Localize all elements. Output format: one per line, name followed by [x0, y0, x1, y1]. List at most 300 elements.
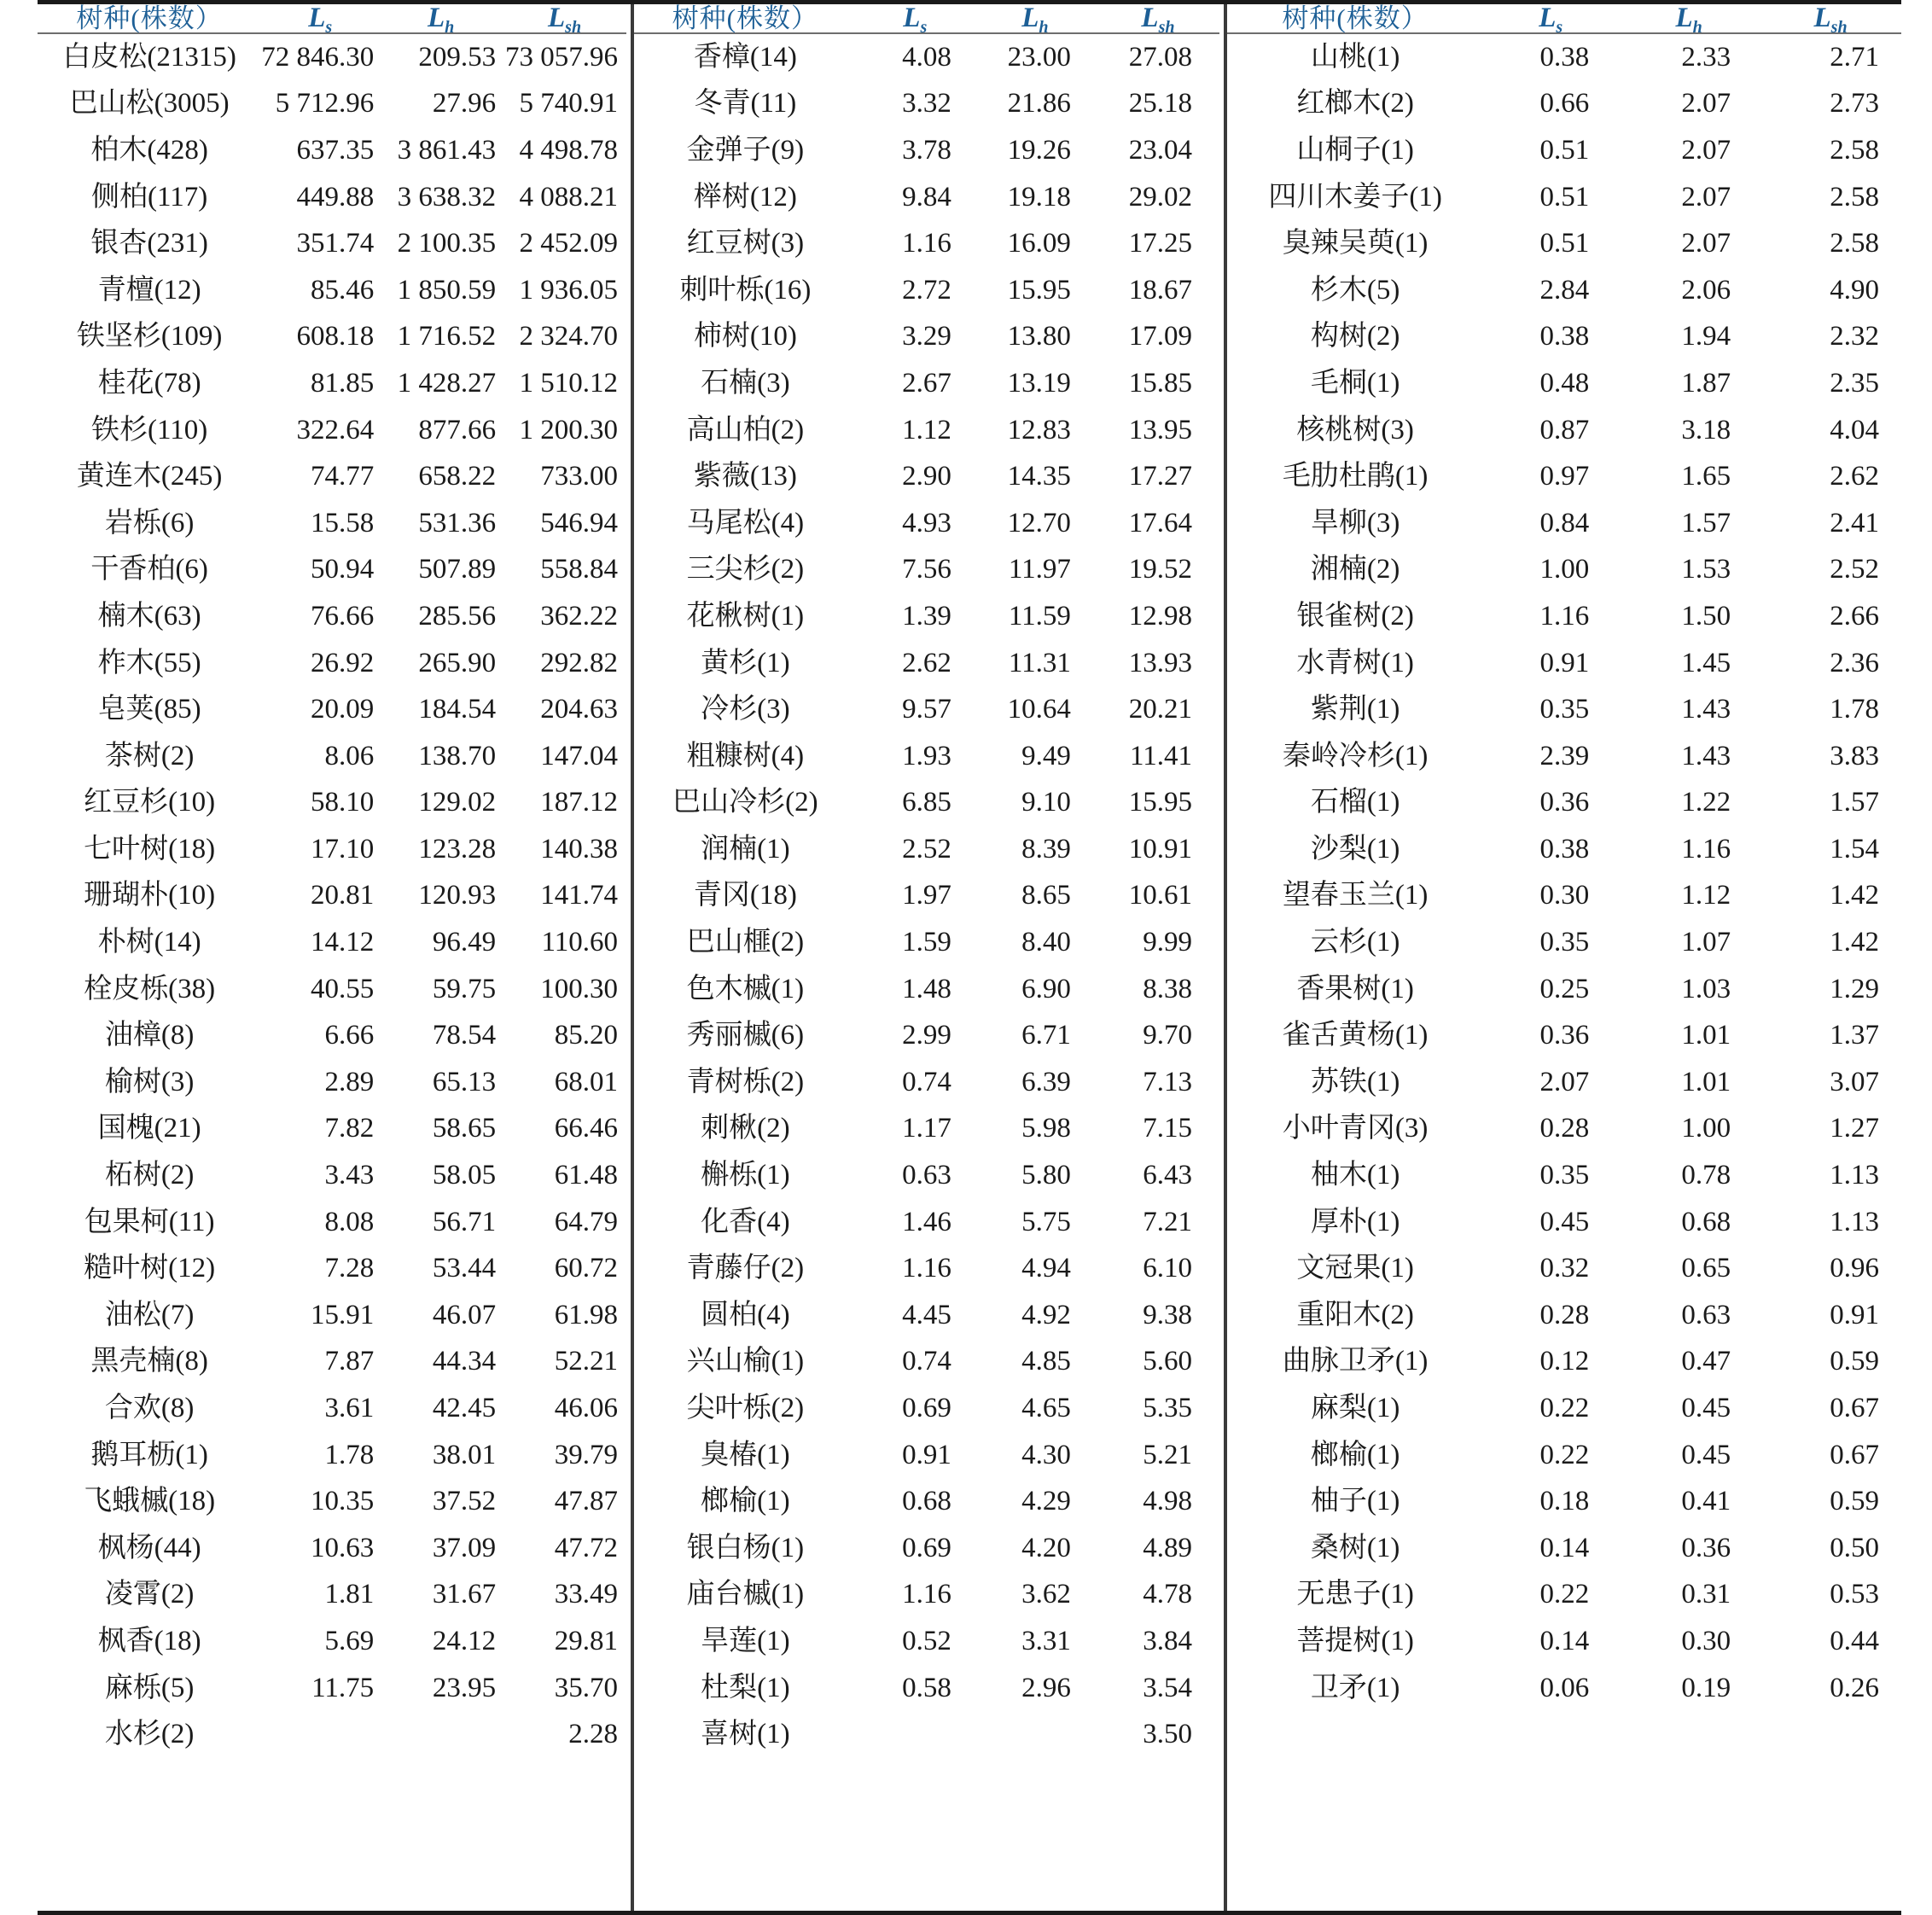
cell-ls: 7.56 — [902, 554, 951, 585]
cell-ls: 1.59 — [902, 927, 951, 958]
cell-ls: 20.09 — [310, 694, 375, 725]
cell-lh: 37.52 — [432, 1486, 497, 1517]
cell-lsh: 2.35 — [1830, 367, 1879, 399]
cell-lh: 138.70 — [418, 740, 497, 771]
column-header-species: 树种(株数） — [634, 4, 857, 33]
cell-lsh: 9.38 — [1143, 1299, 1192, 1330]
cell-lh: 27.96 — [432, 88, 497, 119]
table-row — [38, 593, 626, 640]
cell-ls: 0.36 — [1539, 1020, 1590, 1051]
cell-lh: 8.40 — [1021, 927, 1071, 958]
cell-lh: 9.49 — [1021, 740, 1071, 771]
cell-species: 铁坚杉(109) — [76, 321, 223, 352]
cell-lsh: 73 057.96 — [505, 41, 618, 73]
cell-lh: 0.47 — [1681, 1346, 1731, 1377]
cell-lsh: 10.61 — [1128, 880, 1192, 911]
cell-ls: 81.85 — [310, 367, 375, 399]
cell-lsh: 5 740.91 — [519, 88, 618, 119]
cell-species: 卫矛(1) — [1310, 1672, 1400, 1703]
cell-lsh: 0.59 — [1830, 1346, 1879, 1377]
table-row — [38, 686, 626, 733]
cell-lh: 1.01 — [1681, 1066, 1731, 1097]
cell-lsh: 23.04 — [1128, 134, 1192, 166]
cell-ls: 2.72 — [902, 274, 951, 306]
table-row — [38, 267, 626, 314]
cell-ls: 0.45 — [1539, 1206, 1590, 1237]
table-row — [634, 1199, 1219, 1246]
cell-species: 秦岭冷杉(1) — [1282, 740, 1429, 771]
table-row — [38, 1339, 626, 1386]
cell-ls: 3.32 — [902, 88, 951, 119]
table-row — [38, 547, 626, 594]
cell-lh: 2.06 — [1681, 274, 1731, 306]
table-row — [38, 1665, 626, 1712]
cell-ls: 0.63 — [902, 1160, 951, 1191]
cell-species: 化香(4) — [701, 1206, 790, 1237]
cell-species: 桑树(1) — [1310, 1532, 1400, 1563]
cell-ls: 2.84 — [1539, 274, 1590, 306]
cell-lh: 8.65 — [1021, 880, 1071, 911]
cell-ls: 0.51 — [1539, 228, 1590, 259]
cell-lsh: 25.18 — [1128, 88, 1192, 119]
table-row — [1227, 220, 1901, 267]
cell-ls: 0.30 — [1539, 880, 1590, 911]
table-row — [634, 1245, 1219, 1292]
cell-species: 朴树(14) — [97, 927, 201, 958]
cell-species: 杉木(5) — [1310, 274, 1400, 306]
cell-species: 槲栎(1) — [701, 1160, 790, 1191]
cell-lsh: 3.50 — [1143, 1719, 1192, 1750]
cell-species: 香樟(14) — [693, 41, 797, 73]
table-row — [38, 1385, 626, 1432]
table-row — [634, 1012, 1219, 1059]
cell-species: 金弹子(9) — [686, 134, 805, 166]
cell-lsh: 4.90 — [1830, 274, 1879, 306]
cell-lh: 4.94 — [1021, 1253, 1071, 1284]
table-row — [634, 1525, 1219, 1572]
cell-lsh: 546.94 — [540, 507, 618, 538]
cell-species: 水杉(2) — [104, 1719, 195, 1750]
cell-species: 重阳木(2) — [1296, 1299, 1414, 1330]
cell-lh: 2.07 — [1681, 134, 1731, 166]
cell-lsh: 7.15 — [1143, 1113, 1192, 1144]
table-row — [1227, 1292, 1901, 1339]
table-row — [1227, 873, 1901, 920]
table-row — [1227, 174, 1901, 221]
table-row — [634, 640, 1219, 687]
cell-ls: 1.46 — [902, 1206, 951, 1237]
cell-lh: 1.12 — [1681, 880, 1731, 911]
table-body-right — [1227, 33, 1901, 1711]
cell-lsh: 2.66 — [1830, 600, 1879, 632]
cell-species: 黄杉(1) — [701, 647, 790, 678]
cell-species: 银雀树(2) — [1296, 600, 1414, 632]
cell-species: 旱柳(3) — [1310, 507, 1400, 538]
cell-lh: 12.83 — [1007, 414, 1071, 445]
cell-lh: 0.65 — [1681, 1253, 1731, 1284]
cell-lsh: 1 510.12 — [519, 367, 618, 399]
cell-species: 构树(2) — [1310, 321, 1400, 352]
table-row — [1227, 547, 1901, 594]
cell-species: 红榔木(2) — [1296, 88, 1414, 119]
cell-species: 曲脉卫矛(1) — [1282, 1346, 1429, 1377]
cell-lsh: 66.46 — [554, 1113, 618, 1144]
cell-lsh: 1.78 — [1830, 694, 1879, 725]
cell-species: 石榴(1) — [1310, 787, 1400, 818]
cell-ls: 0.68 — [902, 1486, 951, 1517]
cell-lh: 19.26 — [1007, 134, 1071, 166]
cell-species: 麻栎(5) — [104, 1672, 195, 1703]
cell-ls: 0.14 — [1539, 1532, 1590, 1563]
block-filler-left — [38, 1758, 626, 1911]
header-row — [1227, 4, 1901, 33]
cell-ls: 0.74 — [902, 1346, 951, 1377]
cell-ls: 0.52 — [902, 1625, 951, 1656]
cell-lh: 58.65 — [432, 1113, 497, 1144]
cell-lsh: 2.62 — [1830, 461, 1879, 492]
cell-ls: 7.82 — [324, 1113, 375, 1144]
cell-lsh: 29.81 — [554, 1625, 618, 1656]
cell-lh: 129.02 — [418, 787, 497, 818]
cell-ls: 0.48 — [1539, 367, 1590, 399]
table-row — [38, 873, 626, 920]
table-row — [38, 733, 626, 780]
cell-ls: 1.97 — [902, 880, 951, 911]
cell-species: 兴山榆(1) — [686, 1346, 805, 1377]
cell-lh: 3.62 — [1021, 1579, 1071, 1610]
cell-lsh: 0.44 — [1830, 1625, 1879, 1656]
table-row — [634, 267, 1219, 314]
cell-species: 润楠(1) — [701, 833, 790, 864]
cell-ls: 0.28 — [1539, 1299, 1590, 1330]
cell-ls: 0.58 — [902, 1672, 951, 1703]
cell-species: 旱莲(1) — [701, 1625, 790, 1656]
cell-ls: 2.90 — [902, 461, 951, 492]
cell-species: 七叶树(18) — [84, 833, 216, 864]
cell-lh: 59.75 — [432, 973, 497, 1004]
cell-ls: 0.35 — [1539, 694, 1590, 725]
cell-species: 厚朴(1) — [1310, 1206, 1400, 1237]
cell-ls: 2.67 — [902, 367, 951, 399]
cell-lsh: 13.93 — [1128, 647, 1192, 678]
cell-ls: 10.35 — [310, 1486, 375, 1517]
cell-ls: 0.22 — [1539, 1439, 1590, 1470]
cell-lsh: 0.91 — [1830, 1299, 1879, 1330]
cell-lsh: 18.67 — [1128, 274, 1192, 306]
cell-lh: 1.00 — [1681, 1113, 1731, 1144]
table-row — [38, 1432, 626, 1479]
cell-ls: 11.75 — [311, 1672, 375, 1703]
column-header-lh: $L_h$ — [1618, 4, 1760, 33]
column-header-species: 树种(株数） — [38, 4, 261, 33]
cell-species: 山桐子(1) — [1296, 134, 1414, 166]
cell-species: 菩提树(1) — [1296, 1625, 1414, 1656]
cell-lh: 6.71 — [1021, 1020, 1071, 1051]
cell-ls: 15.58 — [310, 507, 375, 538]
table-row — [634, 919, 1219, 966]
cell-ls: 2.07 — [1539, 1066, 1590, 1097]
table-row — [634, 360, 1219, 407]
cell-lh: 13.80 — [1007, 321, 1071, 352]
table-row — [38, 220, 626, 267]
cell-lh: 1.22 — [1681, 787, 1731, 818]
cell-lh: 0.45 — [1681, 1393, 1731, 1424]
cell-lsh: 4.89 — [1143, 1532, 1192, 1563]
cell-ls: 5.69 — [324, 1625, 375, 1656]
cell-lh: 2.07 — [1681, 228, 1731, 259]
table-row — [634, 453, 1219, 500]
cell-species: 青檀(12) — [97, 274, 201, 306]
cell-species: 鹅耳枥(1) — [90, 1439, 208, 1470]
table-row — [1227, 453, 1901, 500]
cell-lh: 31.67 — [432, 1579, 497, 1610]
table-row — [634, 1618, 1219, 1665]
cell-ls: 3.78 — [902, 134, 951, 166]
cell-species: 铁杉(110) — [90, 414, 208, 445]
cell-species: 马尾松(4) — [686, 507, 805, 538]
header-row — [634, 4, 1219, 33]
cell-lsh: 2.32 — [1830, 321, 1879, 352]
cell-lsh: 1.27 — [1830, 1113, 1879, 1144]
cell-lsh: 15.85 — [1128, 367, 1192, 399]
cell-lsh: 1.37 — [1830, 1020, 1879, 1051]
table-row — [38, 453, 626, 500]
cell-ls: 0.36 — [1539, 787, 1590, 818]
cell-ls: 0.38 — [1539, 321, 1590, 352]
cell-species: 黑壳楠(8) — [90, 1346, 208, 1377]
cell-species: 臭辣吴萸(1) — [1282, 228, 1429, 259]
table-row — [1227, 1618, 1901, 1665]
cell-species: 凌霄(2) — [104, 1579, 195, 1610]
cell-ls: 2.52 — [902, 833, 951, 864]
cell-lsh: 2.58 — [1830, 181, 1879, 212]
cell-lh: 3 861.43 — [397, 134, 497, 166]
cell-lh: 56.71 — [432, 1206, 497, 1237]
cell-lsh: 68.01 — [554, 1066, 618, 1097]
cell-lsh: 2.58 — [1830, 134, 1879, 166]
table-row — [38, 780, 626, 827]
column-header-lh: $L_h$ — [974, 4, 1097, 33]
table-row — [634, 33, 1219, 81]
cell-lh: 96.49 — [432, 927, 497, 958]
cell-species: 桂花(78) — [97, 367, 201, 399]
cell-ls: 0.14 — [1539, 1625, 1590, 1656]
cell-ls: 0.18 — [1539, 1486, 1590, 1517]
cell-species: 包果柯(11) — [84, 1206, 215, 1237]
cell-species: 国槐(21) — [97, 1113, 201, 1144]
cell-lh: 531.36 — [418, 507, 497, 538]
table-row — [38, 1618, 626, 1665]
cell-ls: 1.93 — [902, 740, 951, 771]
cell-lh: 0.45 — [1681, 1439, 1731, 1470]
cell-ls: 9.84 — [902, 181, 951, 212]
cell-ls: 1.48 — [902, 973, 951, 1004]
table-row — [1227, 1572, 1901, 1619]
cell-lh: 24.12 — [432, 1625, 497, 1656]
cell-species: 枫杨(44) — [97, 1532, 201, 1563]
cell-species: 三尖杉(2) — [686, 554, 805, 585]
cell-species: 红豆杉(10) — [84, 787, 216, 818]
cell-species: 苏铁(1) — [1310, 1066, 1400, 1097]
table-row — [634, 1432, 1219, 1479]
cell-lh: 15.95 — [1007, 274, 1071, 306]
table-row — [1227, 640, 1901, 687]
cell-lh: 1 428.27 — [397, 367, 497, 399]
cell-lsh: 11.41 — [1129, 740, 1192, 771]
cell-species: 侧柏(117) — [90, 181, 208, 212]
cell-lsh: 33.49 — [554, 1579, 618, 1610]
cell-ls: 14.12 — [310, 927, 375, 958]
cell-lsh: 17.09 — [1128, 321, 1192, 352]
cell-species: 黄连木(245) — [76, 461, 223, 492]
table-row — [1227, 407, 1901, 454]
cell-lsh: 12.98 — [1128, 600, 1192, 632]
cell-lh: 0.41 — [1681, 1486, 1731, 1517]
cell-lsh: 2.52 — [1830, 554, 1879, 585]
cell-lh: 4.29 — [1021, 1486, 1071, 1517]
cell-lsh: 20.21 — [1128, 694, 1192, 725]
table-row — [1227, 500, 1901, 547]
cell-lh: 0.30 — [1681, 1625, 1731, 1656]
table-row — [1227, 127, 1901, 174]
cell-ls: 1.16 — [902, 1579, 951, 1610]
cell-ls: 0.87 — [1539, 414, 1590, 445]
table-row — [1227, 1478, 1901, 1525]
cell-species: 柚木(1) — [1310, 1160, 1400, 1191]
cell-lh: 1.87 — [1681, 367, 1731, 399]
cell-lh: 5.80 — [1021, 1160, 1071, 1191]
cell-ls: 4.45 — [902, 1299, 951, 1330]
cell-species: 青树栎(2) — [686, 1066, 805, 1097]
header-row — [38, 4, 626, 33]
cell-ls: 8.08 — [324, 1206, 375, 1237]
table-row — [1227, 1385, 1901, 1432]
cell-lsh: 2.73 — [1830, 88, 1879, 119]
table-row — [1227, 733, 1901, 780]
cell-lh: 11.59 — [1008, 600, 1071, 632]
cell-lsh: 9.70 — [1143, 1020, 1192, 1051]
table-row — [634, 127, 1219, 174]
cell-ls: 2.89 — [324, 1066, 375, 1097]
cell-lh: 11.97 — [1008, 554, 1071, 585]
table-row — [38, 33, 626, 81]
cell-lh: 5.98 — [1021, 1113, 1071, 1144]
cell-lh: 4.85 — [1021, 1346, 1071, 1377]
species-grid-right — [1227, 4, 1901, 1711]
cell-lsh: 187.12 — [540, 787, 618, 818]
cell-species: 枫香(18) — [97, 1625, 201, 1656]
cell-ls: 7.87 — [324, 1346, 375, 1377]
cell-species: 粗糠树(4) — [686, 740, 805, 771]
table-row — [38, 1199, 626, 1246]
cell-ls: 3.43 — [324, 1160, 375, 1191]
table-row — [1227, 1152, 1901, 1199]
cell-species: 柘树(2) — [104, 1160, 195, 1191]
cell-lsh: 3.07 — [1830, 1066, 1879, 1097]
table-row — [38, 360, 626, 407]
cell-lsh: 4.04 — [1830, 414, 1879, 445]
cell-species: 茶树(2) — [104, 740, 195, 771]
cell-lh: 16.09 — [1007, 228, 1071, 259]
table-row — [634, 1106, 1219, 1153]
cell-lsh: 47.72 — [554, 1532, 618, 1563]
cell-ls: 1.81 — [324, 1579, 375, 1610]
cell-ls: 0.74 — [902, 1066, 951, 1097]
cell-lh: 8.39 — [1021, 833, 1071, 864]
cell-lh: 1 850.59 — [397, 274, 497, 306]
cell-ls: 10.63 — [310, 1532, 375, 1563]
column-header-lsh: $L_{sh}$ — [503, 4, 626, 33]
cell-ls: 0.38 — [1539, 833, 1590, 864]
cell-species: 青藤仔(2) — [686, 1253, 805, 1284]
cell-lsh: 1 936.05 — [519, 274, 618, 306]
cell-ls: 50.94 — [310, 554, 375, 585]
cell-lsh: 5.60 — [1143, 1346, 1192, 1377]
cell-species: 栓皮栎(38) — [84, 973, 216, 1004]
cell-lsh: 0.53 — [1830, 1579, 1879, 1610]
cell-ls: 5 712.96 — [275, 88, 375, 119]
cell-ls: 351.74 — [296, 228, 375, 259]
table-row — [1227, 780, 1901, 827]
cell-ls: 0.22 — [1539, 1393, 1590, 1424]
cell-ls: 1.78 — [324, 1439, 375, 1470]
cell-lsh: 1 200.30 — [519, 414, 618, 445]
table-row — [634, 1665, 1219, 1712]
cell-lh: 1.43 — [1681, 694, 1731, 725]
cell-lh: 1.03 — [1681, 973, 1731, 1004]
cell-lsh: 85.20 — [554, 1020, 618, 1051]
cell-lh: 0.31 — [1681, 1579, 1731, 1610]
cell-species: 糙叶树(12) — [84, 1253, 216, 1284]
cell-ls: 4.08 — [902, 41, 951, 73]
table-row — [1227, 686, 1901, 733]
table-row — [1227, 267, 1901, 314]
table-row — [1227, 81, 1901, 128]
cell-ls: 7.28 — [324, 1253, 375, 1284]
cell-lsh: 3.83 — [1830, 740, 1879, 771]
cell-ls: 20.81 — [310, 880, 375, 911]
cell-lh: 4.65 — [1021, 1393, 1071, 1424]
block-filler-right — [1227, 1711, 1901, 1911]
cell-species: 皂荚(85) — [97, 694, 201, 725]
table-row — [634, 220, 1219, 267]
cell-lh: 12.70 — [1007, 507, 1071, 538]
cell-species: 白皮松(21315) — [62, 41, 236, 73]
cell-lsh: 1.13 — [1830, 1160, 1879, 1191]
table-block-left — [38, 4, 626, 1911]
cell-species: 刺楸(2) — [701, 1113, 790, 1144]
table-row — [634, 81, 1219, 128]
table-block-right — [1224, 4, 1901, 1911]
table-row — [1227, 1245, 1901, 1292]
cell-lsh: 19.52 — [1128, 554, 1192, 585]
cell-ls: 1.16 — [1539, 600, 1590, 632]
cell-lh: 507.89 — [418, 554, 497, 585]
cell-species: 香果树(1) — [1296, 973, 1414, 1004]
cell-species: 山桃(1) — [1310, 41, 1400, 73]
cell-lsh: 17.27 — [1128, 461, 1192, 492]
cell-lh: 58.05 — [432, 1160, 497, 1191]
cell-lh: 19.18 — [1007, 181, 1071, 212]
cell-lh: 1.45 — [1681, 647, 1731, 678]
table-row — [634, 733, 1219, 780]
cell-lh: 0.19 — [1681, 1672, 1731, 1703]
cell-species: 四川木姜子(1) — [1268, 181, 1442, 212]
cell-lsh: 100.30 — [540, 973, 618, 1004]
cell-lh: 46.07 — [432, 1299, 497, 1330]
cell-lh: 877.66 — [418, 414, 497, 445]
cell-lsh: 0.67 — [1830, 1393, 1879, 1424]
